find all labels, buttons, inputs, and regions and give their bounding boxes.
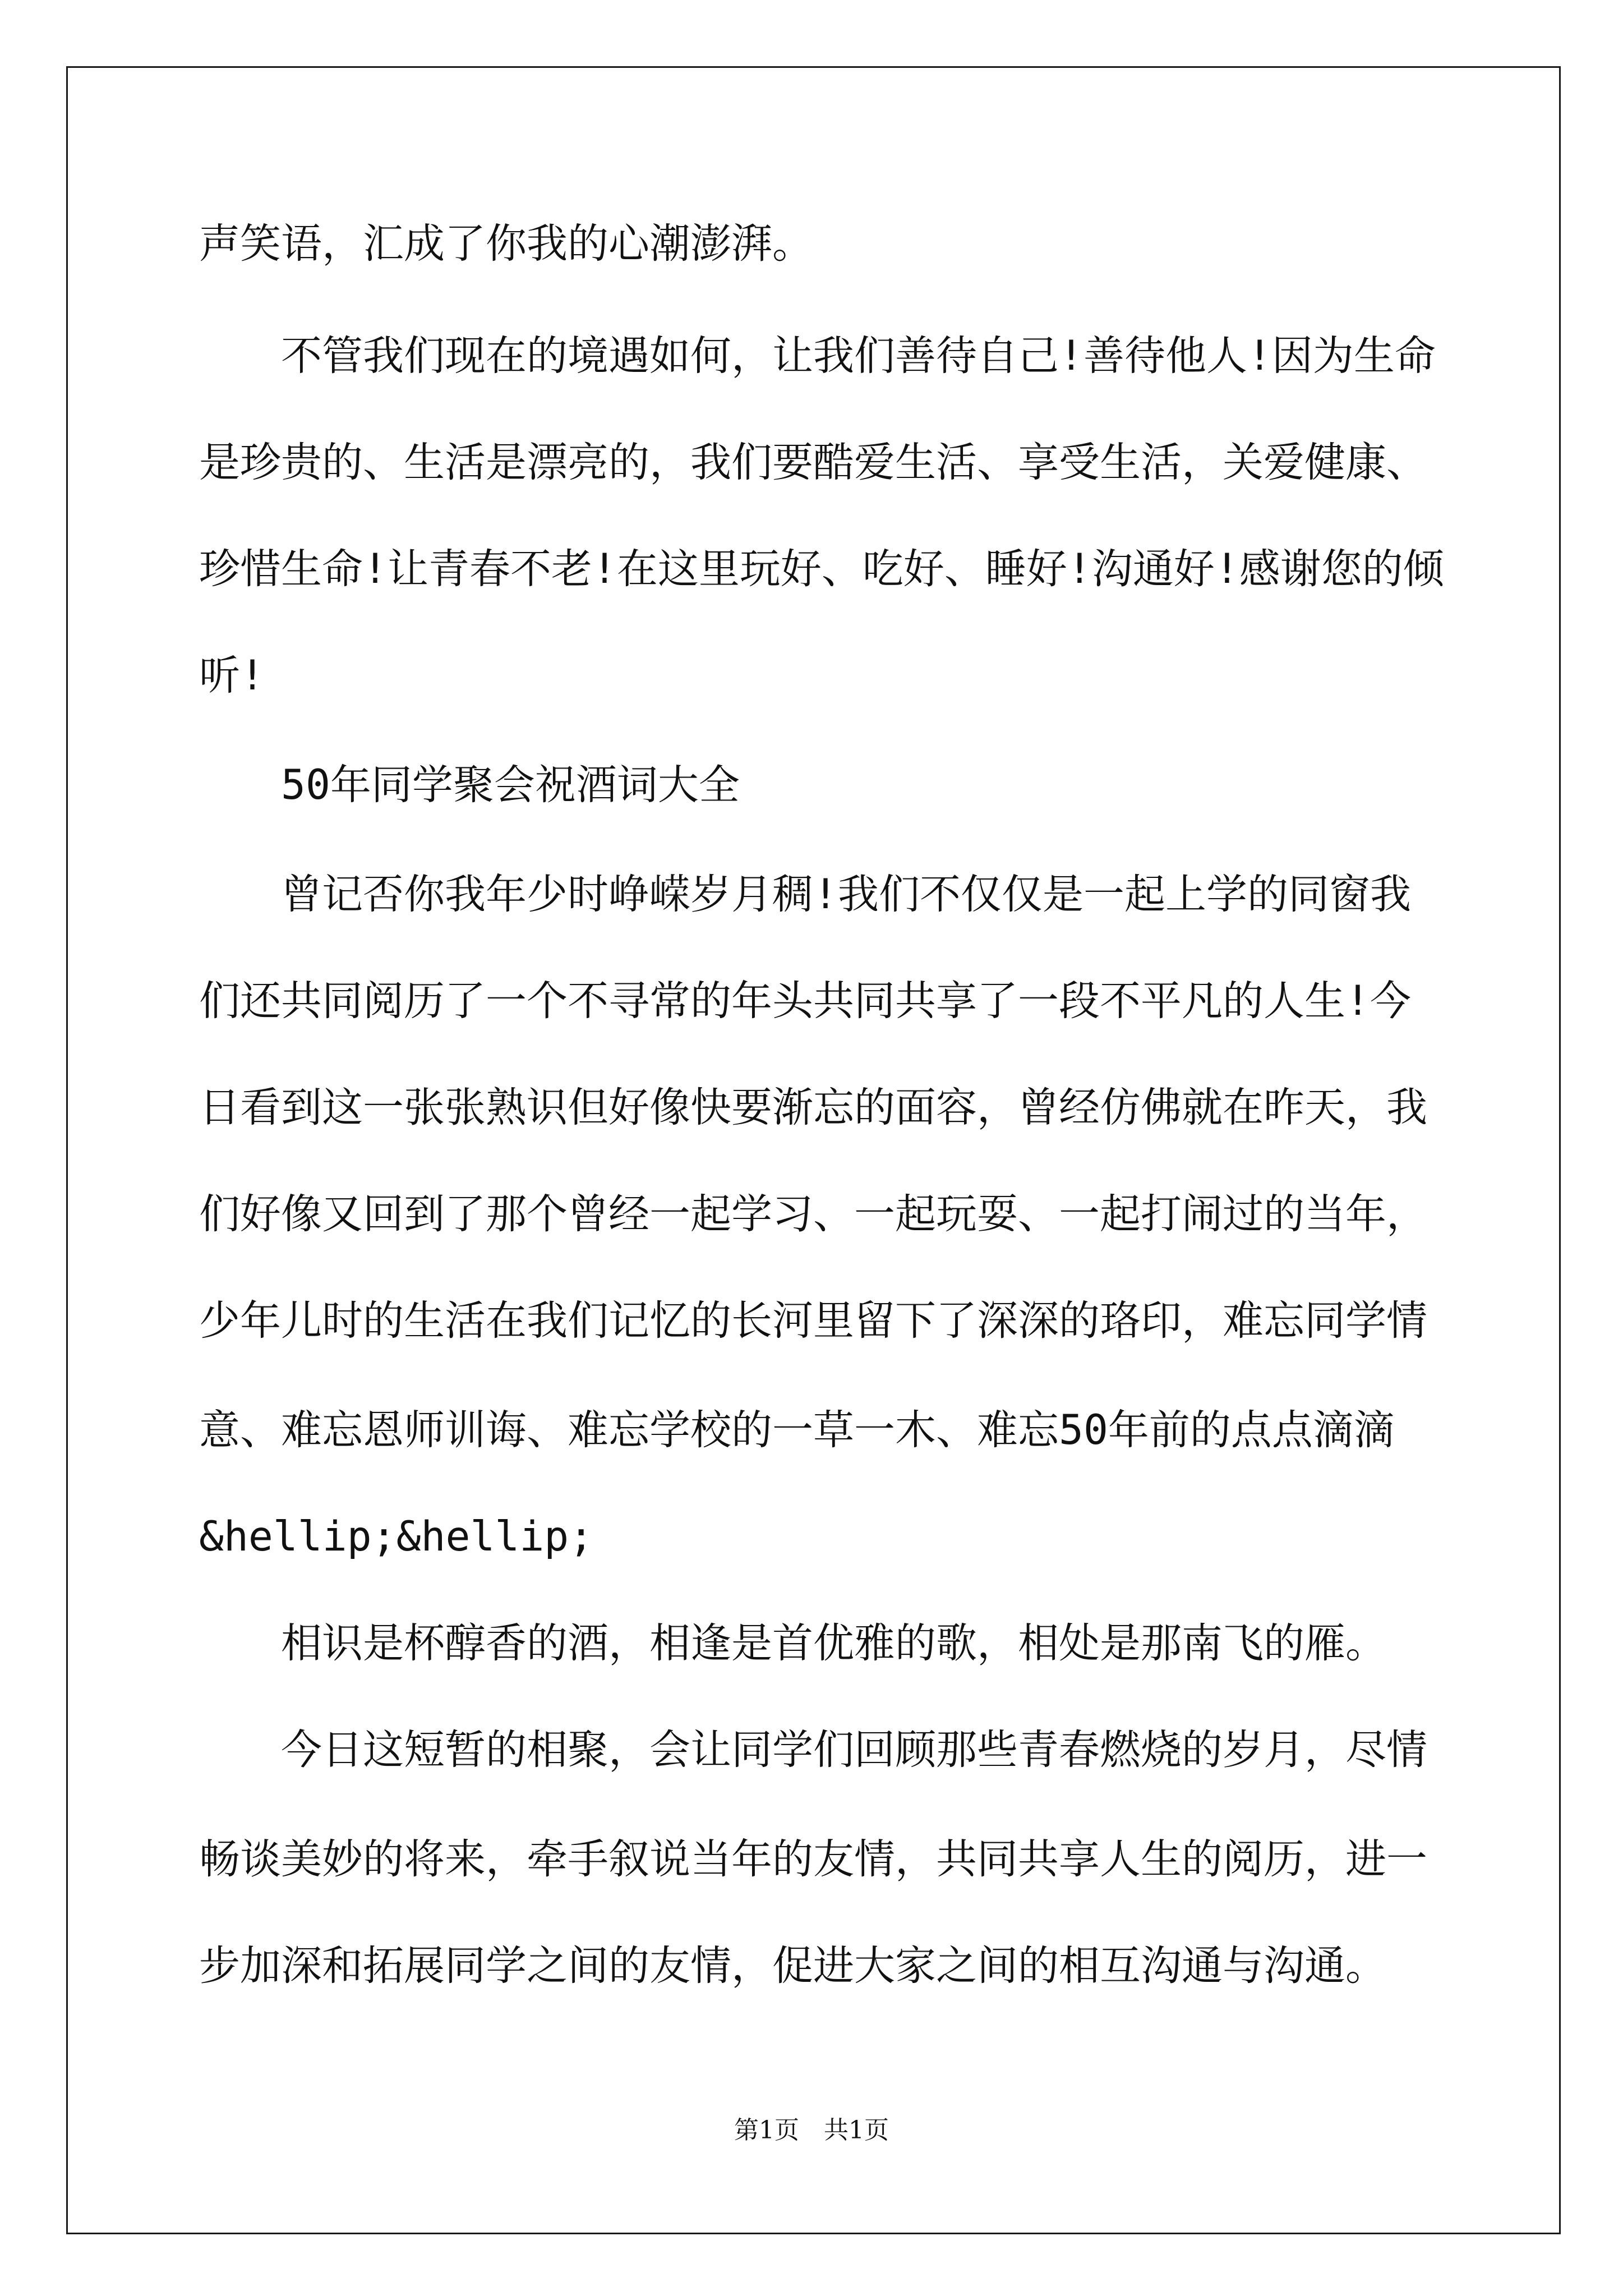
text-line: 今日这短暂的相聚，会让同学们回顾那些青春燃烧的岁月，尽情 bbox=[199, 1726, 1427, 1774]
text-line: 意、难忘恩师训诲、难忘学校的一草一木、难忘50年前的点点滴滴 bbox=[199, 1406, 1395, 1454]
text-line: 珍惜生命!让青春不老!在这里玩好、吃好、睡好!沟通好!感谢您的倾 bbox=[199, 545, 1444, 593]
section-heading: 50年同学聚会祝酒词大全 bbox=[199, 761, 740, 809]
page-border bbox=[66, 66, 1561, 2234]
text-line: 少年儿时的生活在我们记忆的长河里留下了深深的珞印，难忘同学情 bbox=[199, 1297, 1427, 1345]
text-line: 听! bbox=[199, 652, 265, 700]
text-line: 们好像又回到了那个曾经一起学习、一起玩耍、一起打闹过的当年， bbox=[199, 1190, 1427, 1238]
text-line: &hellip;&hellip; bbox=[199, 1513, 594, 1561]
text-line: 声笑语，汇成了你我的心潮澎湃。 bbox=[199, 220, 813, 268]
text-line: 们还共同阅历了一个不寻常的年头共同共享了一段不平凡的人生!今 bbox=[199, 977, 1411, 1025]
text-line: 曾记否你我年少时峥嵘岁月稠!我们不仅仅是一起上学的同窗我 bbox=[199, 871, 1411, 918]
page-footer: 第1页 共1页 bbox=[734, 2116, 889, 2145]
text-line: 日看到这一张张熟识但好像快要渐忘的面容，曾经仿佛就在昨天，我 bbox=[199, 1084, 1427, 1131]
text-line: 不管我们现在的境遇如何，让我们善待自己!善待他人!因为生命 bbox=[199, 332, 1436, 380]
text-line: 是珍贵的、生活是漂亮的，我们要酷爱生活、享受生活，关爱健康、 bbox=[199, 439, 1427, 486]
text-line: 畅谈美妙的将来，牵手叙说当年的友情，共同共享人生的阅历，进一 bbox=[199, 1835, 1427, 1883]
text-line: 相识是杯醇香的酒，相逢是首优雅的歌，相处是那南飞的雁。 bbox=[199, 1619, 1386, 1667]
text-line: 步加深和拓展同学之间的友情，促进大家之间的相互沟通与沟通。 bbox=[199, 1942, 1386, 1990]
